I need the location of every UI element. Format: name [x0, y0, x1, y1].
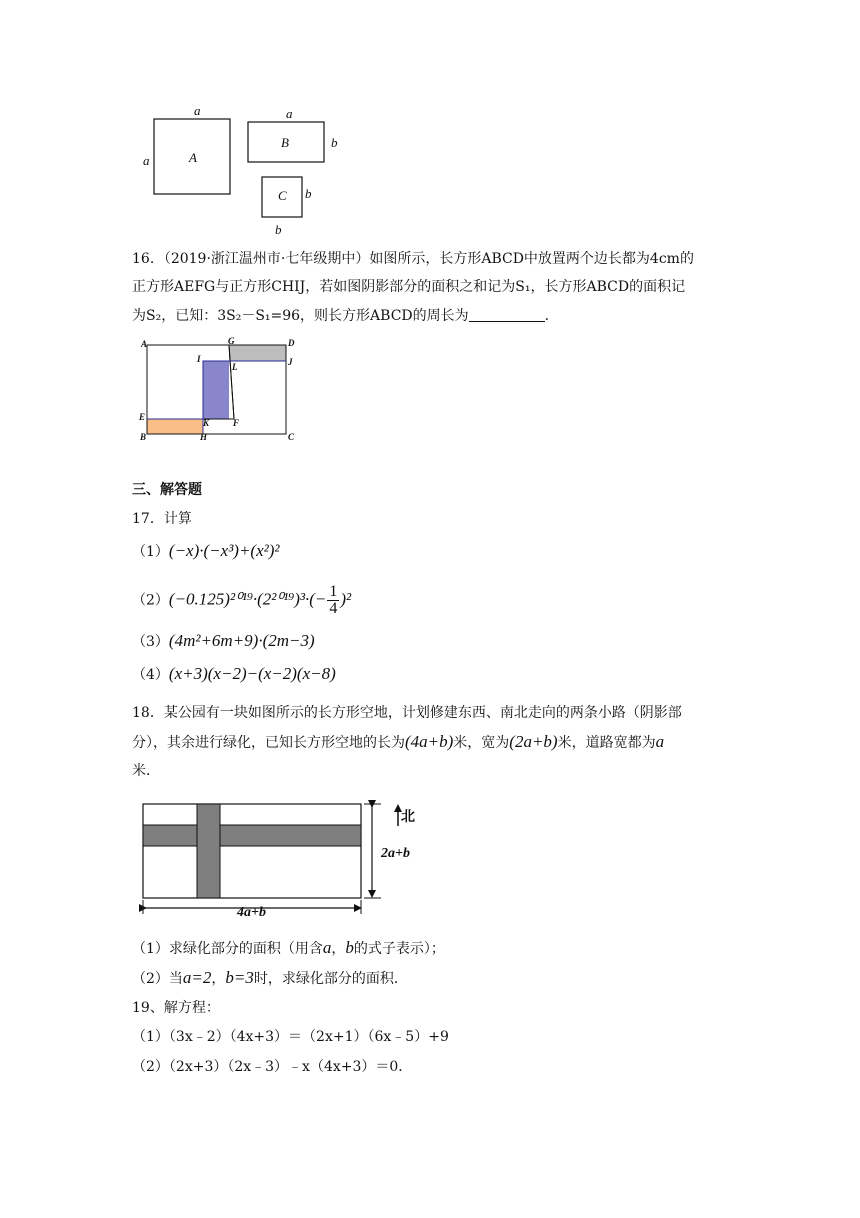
q17-part2	[132, 584, 351, 617]
road-east-west	[143, 825, 361, 846]
q18-p2-sep: ，	[211, 971, 226, 987]
q17-p1-expr: (−x)·(−x³)+(x²)²	[168, 541, 280, 560]
shaded-orange-region	[147, 419, 203, 434]
q17-part4	[132, 663, 336, 686]
q17-p1-label: （1）	[132, 544, 169, 560]
q18-p2-text-a: （2）当	[132, 971, 183, 987]
q16-line3	[132, 305, 549, 327]
q16-line3-text: 为S₂，已知：3S₂－S₁=96，则长方形ABCD的周长为	[132, 308, 469, 324]
q18-line3: 米．	[132, 763, 160, 779]
fig16-label-E: E	[139, 412, 146, 422]
label-a-top-of-B: a	[286, 106, 293, 121]
q18-part2	[132, 967, 408, 990]
q18-p1-text-a: （1）求绿化部分的面积（用含	[132, 941, 323, 957]
q18-p1-var-a: a	[322, 938, 332, 957]
q18-road-var: a	[655, 732, 665, 751]
park-outline	[143, 804, 361, 898]
q19-part2: （2）（2x+3）（2x﹣3）﹣x（4x+3）＝0．	[132, 1059, 413, 1075]
road-north-south	[197, 804, 220, 898]
fig16-label-K: K	[203, 418, 210, 428]
fig16-label-D: D	[288, 338, 295, 348]
q18-line2-b: 米，宽为	[453, 735, 510, 751]
q19-part1: （1）（3x﹣2）（4x+3）＝（2x+1）（6x﹣5）+9	[132, 1029, 449, 1045]
q17-p3-label: （3）	[132, 634, 169, 650]
q17-part1	[132, 540, 279, 563]
q18-p2-eq-b: b=3	[225, 968, 254, 987]
q18-part1	[132, 937, 445, 960]
q18-line2	[132, 731, 664, 754]
fig16-label-B: B	[140, 432, 147, 442]
label-C: C	[278, 188, 287, 203]
q17-p2-fraction	[327, 584, 339, 617]
shaded-gray-region	[229, 345, 286, 361]
q18-line2-c: 米，道路宽都为	[557, 735, 656, 751]
q17-p2-expr-a: (−0.125)²⁰¹⁹·(2²⁰¹⁹)³·(−	[168, 589, 327, 609]
q18-p1-var-b: b	[345, 938, 354, 957]
q17-p4-expr: (x+3)(x−2)−(x−2)(x−8)	[168, 664, 336, 683]
section-title: 三、解答题	[132, 482, 202, 498]
fig16-label-J: J	[288, 357, 293, 367]
q18-width-expr: (2a+b)	[509, 732, 558, 751]
fig16-label-H: H	[200, 432, 208, 442]
q19-title: 19、解方程：	[132, 1000, 220, 1016]
shaded-blue-region	[203, 361, 229, 419]
height-label: 2a+b	[381, 846, 410, 861]
label-B: B	[281, 135, 289, 150]
q16-line2: 正方形AEFG与正方形CHIJ，若如图阴影部分的面积之和记为S₁，长方形ABCD的面积记	[132, 279, 686, 295]
fig16-label-C: C	[288, 432, 295, 442]
q18-p1-sep: ，	[331, 941, 346, 957]
q17-p2-label: （2）	[132, 592, 169, 609]
fraction-numerator: 1	[329, 583, 338, 600]
north-label: 北	[401, 809, 415, 825]
q18-p1-text-b: 的式子表示）；	[353, 941, 445, 957]
figure-16-rectangle-abcd	[135, 336, 305, 446]
q16-line1: 16．（2019·浙江温州市·七年级期中）如图所示，长方形ABCD中放置两个边长都为4cm的	[132, 251, 694, 267]
q17-p3-expr: (4m²+6m+9)·(2m−3)	[168, 631, 315, 650]
q18-length-expr: (4a+b)	[405, 732, 454, 751]
fig16-label-G: G	[228, 336, 235, 346]
q18-p2-eq-a: a=2	[182, 968, 212, 987]
road-crossing	[198, 826, 220, 846]
width-label: 4a+b	[237, 905, 266, 920]
label-a-top-of-A: a	[194, 103, 201, 118]
q17-title: 17．计算	[132, 511, 192, 527]
label-b-right-of-B: b	[331, 135, 338, 150]
fig16-label-I: I	[197, 354, 201, 364]
label-b-bottom-of-C: b	[275, 222, 282, 237]
fraction-denominator: 4	[329, 600, 338, 617]
q16-line3-end: .	[544, 308, 550, 324]
fig16-label-A: A	[141, 339, 148, 349]
q18-line1: 18．某公园有一块如图所示的长方形空地，计划修建东西、南北走向的两条小路（阴影部	[132, 705, 682, 721]
figure-squares-abc	[130, 100, 360, 240]
fig16-label-F: F	[233, 418, 240, 428]
q17-p4-label: （4）	[132, 667, 169, 683]
q18-line2-a: 分），其余进行绿化，已知长方形空地的长为	[132, 735, 405, 751]
label-a-left-of-A: a	[143, 153, 150, 168]
q17-part3	[132, 630, 315, 653]
label-A: A	[189, 150, 197, 165]
fig16-label-L: L	[232, 362, 238, 372]
q18-p2-text-b: 时，求绿化部分的面积．	[253, 971, 408, 987]
label-b-right-of-C: b	[305, 186, 312, 201]
q17-p2-expr-b: )²	[340, 589, 352, 609]
answer-blank[interactable]	[469, 307, 545, 322]
